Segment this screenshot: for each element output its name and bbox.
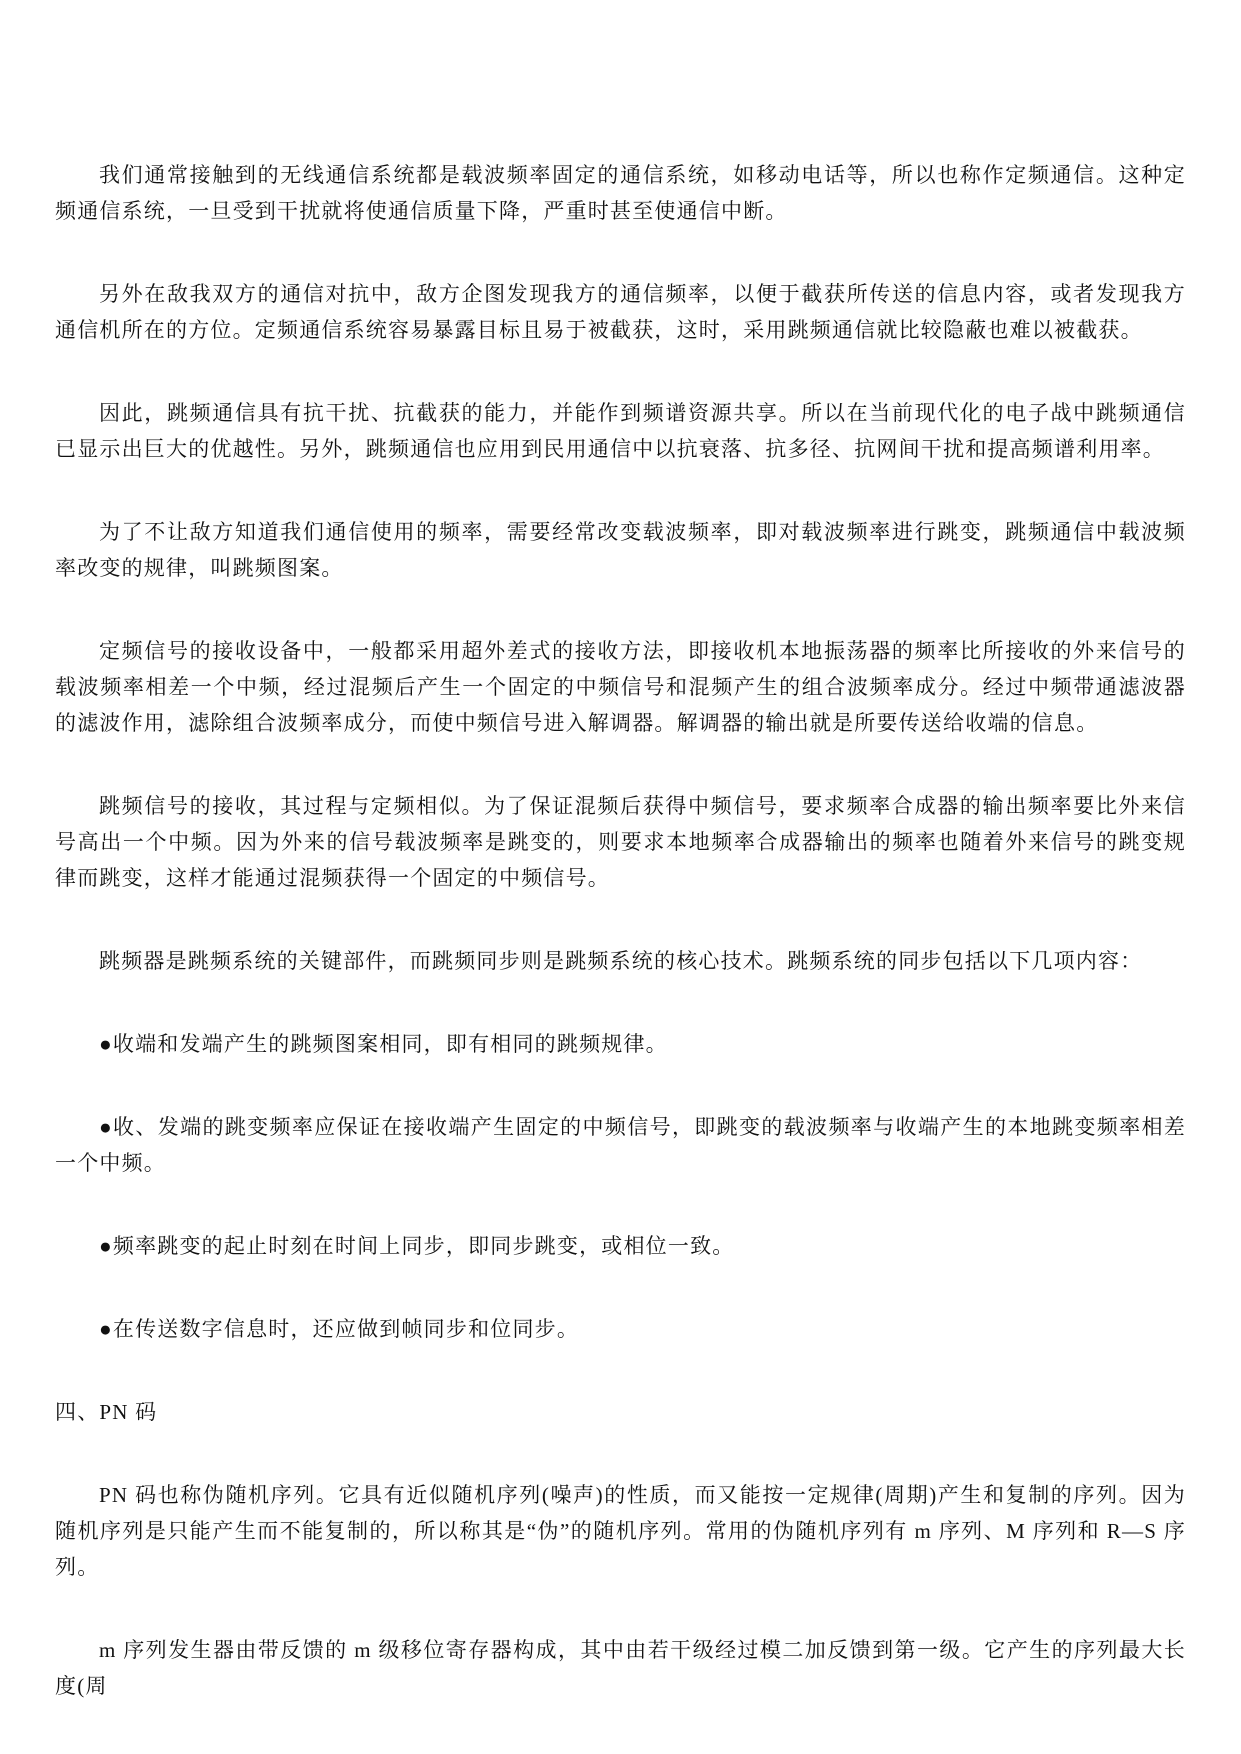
paragraph-pn-code-definition: PN 码也称伪随机序列。它具有近似随机序列(噪声)的性质，而又能按一定规律(周期)产生和复制的序列。因为随机序列是只能产生而不能复制的，所以称其是“伪”的随机序列。常用的伪随机序列有 m 序列、M 序列和 R—S 序列。 [55,1483,1186,1579]
bullet-item-same-hopping-pattern: ●收端和发端产生的跳频图案相同，即有相同的跳频规律。 [99,1032,668,1056]
section-heading-pn-code: 四、PN 码 [55,1400,158,1424]
paragraph-hopping-signal-receiving: 跳频信号的接收，其过程与定频相似。为了保证混频后获得中频信号，要求频率合成器的输出频率要比外来信号高出一个中频。因为外来的信号载波频率是跳变的，则要求本地频率合成器输出的频率也随着外来信号的跳变规律而跳变，这样才能通过混频获得一个固定的中频信号。 [55,794,1186,890]
paragraph-superheterodyne-receiving: 定频信号的接收设备中，一般都采用超外差式的接收方法，即接收机本地振荡器的频率比所接收的外来信号的载波频率相差一个中频，经过混频后产生一个固定的中频信号和混频产生的组合波频率成分。经过中频带通滤波器的滤波作用，滤除组合波频率成分，而使中频信号进入解调器。解调器的输出就是所要传送给收端的信息。 [55,639,1186,735]
bullet-item-time-synchronization: ●频率跳变的起止时刻在时间上同步，即同步跳变，或相位一致。 [99,1234,735,1258]
paragraph-m-sequence-generator: m 序列发生器由带反馈的 m 级移位寄存器构成，其中由若干级经过模二加反馈到第一级。它产生的序列最大长度(周 [55,1638,1186,1698]
bullet-item-fixed-if-signal: ●收、发端的跳变频率应保证在接收端产生固定的中频信号，即跳变的载波频率与收端产生的本地跳变频率相差一个中频。 [55,1115,1186,1175]
paragraph-frequency-hopping-advantages: 因此，跳频通信具有抗干扰、抗截获的能力，并能作到频谱资源共享。所以在当前现代化的电子战中跳频通信已显示出巨大的优越性。另外，跳频通信也应用到民用通信中以抗衰落、抗多径、抗网间干扰和提高频谱利用率。 [55,401,1186,461]
paragraph-synchronization-intro: 跳频器是跳频系统的关键部件，而跳频同步则是跳频系统的核心技术。跳频系统的同步包括以下几项内容： [99,949,1143,973]
paragraph-hopping-pattern-definition: 为了不让敌方知道我们通信使用的频率，需要经常改变载波频率，即对载波频率进行跳变，跳频通信中载波频率改变的规律，叫跳频图案。 [55,520,1186,580]
bullet-item-frame-bit-synchronization: ●在传送数字信息时，还应做到帧同步和位同步。 [99,1317,580,1341]
paragraph-communication-countermeasure: 另外在敌我双方的通信对抗中，敌方企图发现我方的通信频率，以便于截获所传送的信息内容，或者发现我方通信机所在的方位。定频通信系统容易暴露目标且易于被截获，这时，采用跳频通信就比较隐蔽也难以被截获。 [55,282,1186,342]
paragraph-fixed-frequency-intro: 我们通常接触到的无线通信系统都是载波频率固定的通信系统，如移动电话等，所以也称作定频通信。这种定频通信系统，一旦受到干扰就将使通信质量下降，严重时甚至使通信中断。 [55,163,1186,223]
